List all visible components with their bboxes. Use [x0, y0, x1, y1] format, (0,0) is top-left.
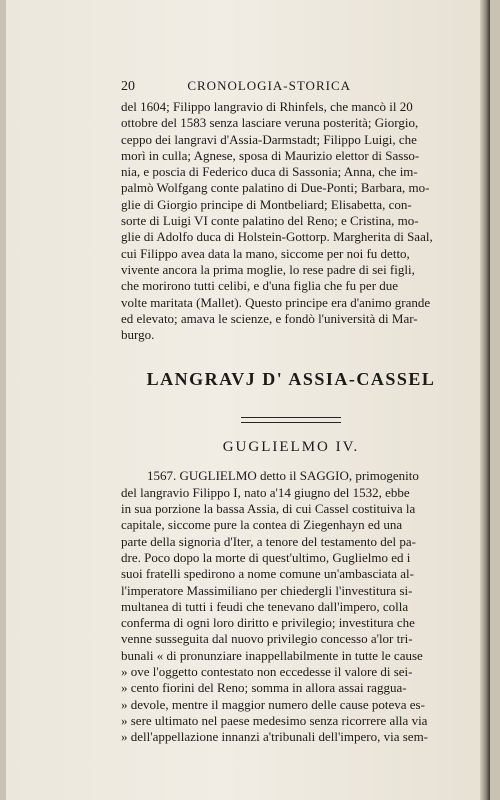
- text-line: 1567. GUGLIELMO detto il SAGGIO, primogenito: [147, 468, 419, 484]
- text-line: conferma di ogni loro diritto e privilegio; investitura che: [121, 615, 415, 631]
- text-line: volte maritata (Mallet). Questo principe era d'animo grande: [121, 294, 431, 310]
- text-line: ceppo dei langravi d'Assia-Darmstadt; Filippo Luigi, che: [121, 131, 417, 147]
- sub-heading: GUGLIELMO IV.: [222, 439, 360, 456]
- running-title: CRONOLOGIA-STORICA: [187, 78, 351, 93]
- text-line: parte della signoria d'Iter, a tenore del testamento del pa-: [121, 533, 416, 549]
- running-head: [121, 78, 461, 95]
- text-line: ottobre del 1583 senza lasciare veruna posterità; Giorgio,: [121, 115, 419, 131]
- text-line: cui Filippo avea data la mano, siccome per noi fu detto,: [121, 245, 410, 261]
- text-line: multanea di tutti i feudi che tenevano dall'impero, colla: [121, 598, 409, 614]
- text-line: bunali « di pronunziare inappellabilmente in tutte le cause: [121, 647, 423, 663]
- text-line: burgo.: [121, 327, 155, 343]
- entry-paragraph: [121, 468, 461, 745]
- text-line: del 1604; Filippo langravio di Rhinfels, che mancò il 20: [121, 99, 413, 114]
- page-number: 20: [121, 79, 135, 94]
- text-line: dre. Poco dopo la morte di quest'ultimo, Guglielmo ed i: [121, 549, 411, 565]
- text-line: morì in culla; Agnese, sposa di Maurizio elettor di Sasso-: [121, 147, 420, 163]
- intro-paragraph: [121, 99, 461, 343]
- book-page: [6, 0, 490, 800]
- text-line: del langravio Filippo I, nato a'14 giugno del 1532, ebbe: [121, 484, 410, 500]
- text-line: vivente ancora la prima moglie, lo rese padre di sei figli,: [121, 261, 415, 277]
- text-line: l'imperatore Massimiliano per chiedergli l'investitura si-: [121, 582, 413, 598]
- double-rule: [121, 408, 461, 427]
- text-line: palmò Wolfgang conte palatino di Due-Ponti; Barbara, mo-: [121, 180, 430, 196]
- page-content: [121, 78, 461, 746]
- text-line: suoi fratelli spedirono a nome comune un'ambasciata al-: [121, 566, 414, 582]
- text-line: » devole, mentre il maggior numero delle cause poteva es-: [121, 696, 425, 712]
- text-line: in sua porzione la bassa Assia, di cui Cassel costituiva la: [121, 501, 416, 517]
- rule-line: [241, 417, 341, 423]
- text-line: » ove l'oggetto contestato non eccedesse il valore di sei-: [121, 664, 413, 680]
- text-line: glie di Giorgio principe di Montbeliard; Elisabetta, con-: [121, 196, 412, 212]
- text-line: sorte di Luigi VI conte palatino del Reno; e Cristina, mo-: [121, 213, 419, 229]
- text-line: capitale, siccome pure la contea di Ziegenhayn ed una: [121, 517, 403, 533]
- text-line: » dell'appellazione innanzi a'tribunali dell'impero, via sem-: [121, 729, 429, 745]
- book-gutter-shadow: [480, 0, 490, 800]
- text-line: » sere ultimato nel paese medesimo senza ricorrere alla via: [121, 712, 428, 728]
- section-heading: LANGRAVJ D' ASSIA-CASSEL: [146, 369, 436, 390]
- text-line: ed elevato; amava le scienze, e fondò l'università di Mar-: [121, 310, 418, 326]
- text-line: che morirono tutti celibi, e d'una figlia che fu per due: [121, 278, 399, 294]
- text-line: nia, e poscia di Federico duca di Sassonia; Anna, che im-: [121, 164, 418, 180]
- text-line: venne susseguita dal nuovo privilegio concesso a'lor tri-: [121, 631, 413, 647]
- text-line: » cento fiorini del Reno; somma in allora assai raggua-: [121, 680, 407, 696]
- text-line: glie di Adolfo duca di Holstein-Gottorp. Margherita di Saal,: [121, 229, 433, 245]
